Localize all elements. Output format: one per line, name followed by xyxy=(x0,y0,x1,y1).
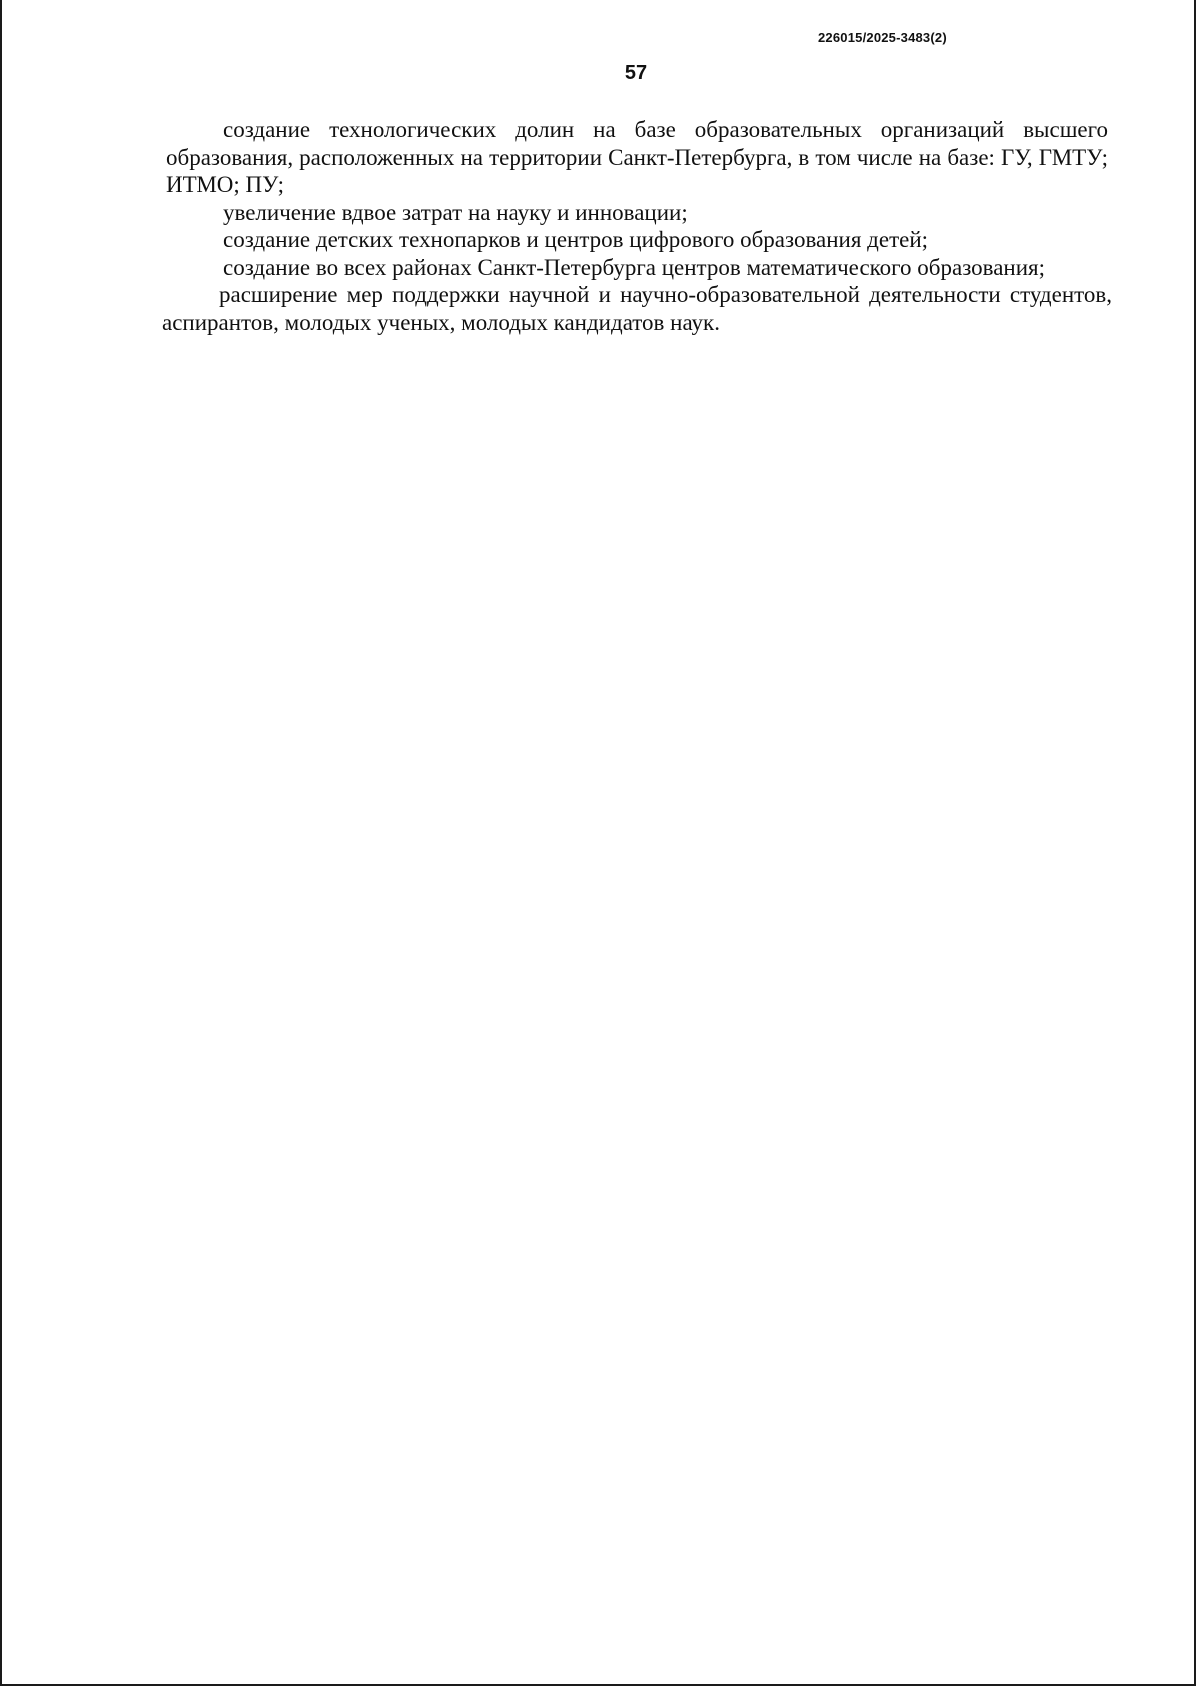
document-body xyxy=(162,116,1112,336)
document-registration-number: 226015/2025-3483(2) xyxy=(818,30,947,45)
paragraph-student-support: расширение мер поддержки научной и научно-образовательной деятельности студентов, аспирантов, молодых ученых, молодых кандидатов наук. xyxy=(162,282,1112,335)
paragraph-math-centers: создание во всех районах Санкт-Петербурга центров математического образования; xyxy=(223,254,1046,280)
page-number: 57 xyxy=(624,62,648,84)
paragraph-technoparks: создание детских технопарков и центров цифрового образования детей; xyxy=(223,227,929,252)
paragraph-science-spending: увеличение вдвое затрат на науку и инновации; xyxy=(223,199,688,225)
paragraph-technology-valleys: создание технологических долин на базе образовательных организаций высшего образования, расположенных на территории Санкт-Петербурга, в том числе на базе: ГУ, ГМТУ; ИТМО; ПУ; xyxy=(166,117,1108,197)
